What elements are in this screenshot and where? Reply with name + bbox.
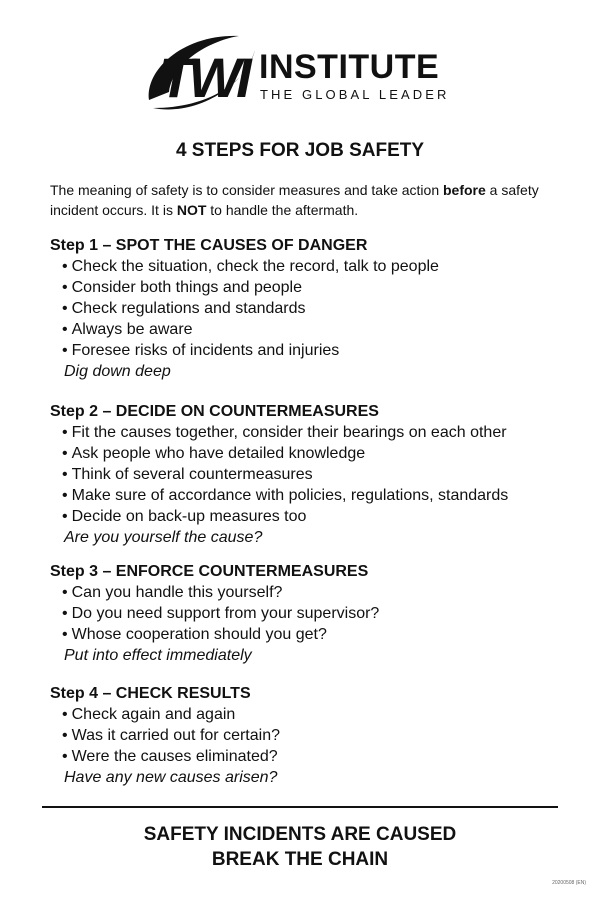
list-item: • Foresee risks of incidents and injuries — [62, 340, 580, 361]
step-1-section — [50, 235, 580, 382]
step-heading: Step 2 – DECIDE ON COUNTERMEASURES — [50, 403, 379, 420]
step-list — [50, 422, 580, 527]
step-list — [50, 256, 580, 361]
list-item: • Always be aware — [62, 319, 580, 340]
list-item: • Consider both things and people — [62, 277, 580, 298]
logo-tagline: THE GLOBAL LEADER — [260, 87, 450, 102]
step-heading: Step 4 – CHECK RESULTS — [50, 685, 251, 702]
list-item: • Whose cooperation should you get? — [62, 624, 580, 645]
intro-emphasis-before: before — [443, 182, 486, 198]
list-item: • Check the situation, check the record, talk to people — [62, 256, 580, 277]
intro-text: a safety incident occurs. It is — [50, 182, 539, 218]
logo-mark: TWI — [159, 46, 247, 109]
list-item: • Decide on back-up measures too — [62, 506, 580, 527]
list-item: • Do you need support from your supervisor? — [62, 603, 580, 624]
list-item: • Think of several countermeasures — [62, 464, 580, 485]
step-note: Have any new causes arisen? — [64, 769, 278, 786]
step-3-section — [50, 561, 580, 666]
list-item: • Was it carried out for certain? — [62, 725, 580, 746]
step-heading: Step 3 – ENFORCE COUNTERMEASURES — [50, 563, 369, 580]
list-item: • Check regulations and standards — [62, 298, 580, 319]
intro-emphasis-not: NOT — [176, 202, 207, 218]
step-2-section — [50, 401, 580, 548]
page-title: 4 STEPS FOR JOB SAFETY — [175, 140, 425, 161]
logo-name: INSTITUTE — [259, 48, 440, 86]
step-list — [50, 582, 580, 645]
twi-institute-logo — [143, 30, 463, 115]
step-note: Put into effect immediately — [64, 647, 252, 664]
list-item: • Fit the causes together, consider their bearings on each other — [62, 422, 580, 443]
footer-line-1: SAFETY INCIDENTS ARE CAUSED — [143, 824, 457, 845]
step-list — [50, 704, 580, 767]
list-item: • Check again and again — [62, 704, 580, 725]
intro-text: The meaning of safety is to consider measures and take action — [50, 182, 443, 198]
list-item: • Were the causes eliminated? — [62, 746, 580, 767]
intro-paragraph — [50, 180, 570, 220]
list-item: • Can you handle this yourself? — [62, 582, 580, 603]
document-code: 20200508 (EN) — [552, 880, 586, 886]
list-item: • Ask people who have detailed knowledge — [62, 443, 580, 464]
step-heading: Step 1 – SPOT THE CAUSES OF DANGER — [50, 237, 368, 254]
footer-line-2: BREAK THE CHAIN — [211, 849, 389, 870]
intro-text: to handle the aftermath. — [206, 202, 359, 218]
list-item: • Make sure of accordance with policies, regulations, standards — [62, 485, 580, 506]
step-note: Are you yourself the cause? — [64, 529, 263, 546]
divider — [42, 806, 558, 808]
footer-slogan — [0, 822, 600, 872]
step-note: Dig down deep — [64, 363, 171, 380]
step-4-section — [50, 683, 580, 788]
